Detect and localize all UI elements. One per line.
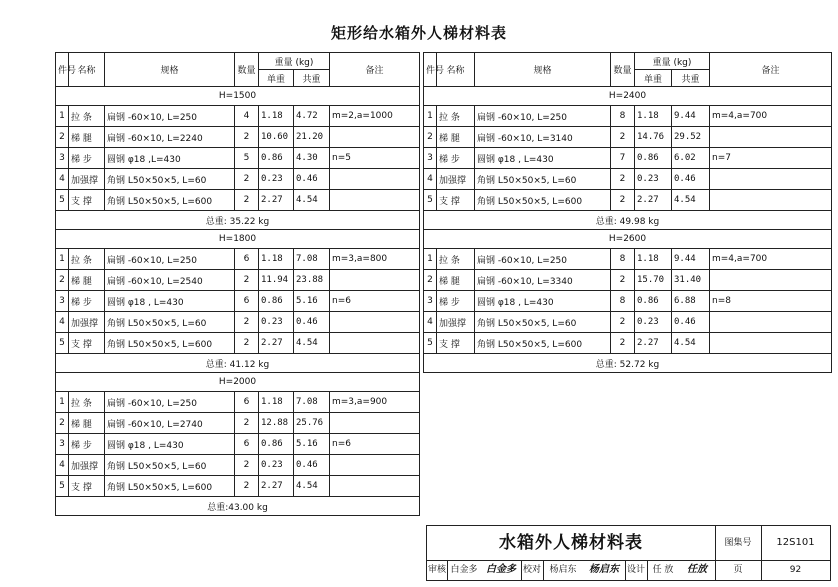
item-no: 3 (56, 434, 69, 455)
title-block (426, 525, 831, 581)
item-qty: 8 (611, 249, 635, 270)
item-spec: 扁钢 -60×10, L=250 (475, 249, 611, 270)
item-unit-weight: 0.86 (635, 148, 672, 169)
item-name: 支 撑 (437, 190, 475, 211)
item-unit-weight: 14.76 (635, 127, 672, 148)
table-row (424, 291, 832, 312)
table-row (56, 106, 420, 127)
item-remark: m=3,a=800 (330, 249, 420, 270)
item-qty: 2 (235, 455, 259, 476)
table-row (56, 148, 420, 169)
item-spec: 扁钢 -60×10, L=2540 (105, 270, 235, 291)
item-spec: 角钢 L50×50×5, L=600 (475, 333, 611, 354)
item-unit-weight: 0.86 (259, 148, 294, 169)
item-spec: 扁钢 -60×10, L=250 (105, 392, 235, 413)
header-spec: 规格 (475, 53, 611, 87)
header-name: 名称 (437, 53, 475, 87)
item-name: 拉 条 (437, 106, 475, 127)
item-remark (710, 270, 832, 291)
header-total-weight: 共重 (294, 70, 330, 87)
item-remark (330, 333, 420, 354)
item-total-weight: 4.30 (294, 148, 330, 169)
item-total-weight: 23.88 (294, 270, 330, 291)
item-name: 梯 腿 (69, 270, 105, 291)
item-no: 2 (56, 127, 69, 148)
table-row (56, 392, 420, 413)
table-row (56, 190, 420, 211)
item-total-weight: 25.76 (294, 413, 330, 434)
item-total-weight: 4.54 (294, 190, 330, 211)
item-remark (330, 270, 420, 291)
item-qty: 2 (235, 190, 259, 211)
item-unit-weight: 0.23 (635, 312, 672, 333)
item-qty: 2 (235, 127, 259, 148)
item-unit-weight: 0.86 (259, 434, 294, 455)
checker-signature: 杨启东 (583, 560, 626, 580)
item-qty: 2 (235, 169, 259, 190)
item-name: 支 撑 (69, 476, 105, 497)
item-qty: 2 (235, 312, 259, 333)
item-name: 拉 条 (69, 106, 105, 127)
item-name: 梯 腿 (69, 413, 105, 434)
item-name: 梯 步 (69, 148, 105, 169)
item-name: 支 撑 (69, 190, 105, 211)
header-remark: 备注 (710, 53, 832, 87)
header-row (56, 53, 420, 70)
item-spec: 扁钢 -60×10, L=3340 (475, 270, 611, 291)
item-total-weight: 0.46 (294, 312, 330, 333)
item-total-weight: 0.46 (294, 455, 330, 476)
item-spec: 扁钢 -60×10, L=250 (105, 249, 235, 270)
item-qty: 2 (611, 312, 635, 333)
item-unit-weight: 0.23 (259, 169, 294, 190)
item-name: 加强撑 (69, 455, 105, 476)
table-row (56, 333, 420, 354)
reviewer-name: 白金多 (450, 565, 478, 575)
item-total-weight: 6.88 (672, 291, 710, 312)
item-name: 梯 步 (437, 291, 475, 312)
item-total-weight: 31.40 (672, 270, 710, 291)
table-row (56, 127, 420, 148)
section-height: H=2400 (424, 87, 832, 106)
table-row (424, 148, 832, 169)
header-name: 名称 (69, 53, 105, 87)
item-name: 支 撑 (437, 333, 475, 354)
item-no: 3 (424, 291, 437, 312)
section-height: H=1800 (56, 230, 420, 249)
item-no: 5 (424, 190, 437, 211)
header-spec: 规格 (105, 53, 235, 87)
item-name: 梯 腿 (437, 127, 475, 148)
item-total-weight: 0.46 (294, 169, 330, 190)
item-spec: 扁钢 -60×10, L=2740 (105, 413, 235, 434)
item-no: 1 (424, 249, 437, 270)
item-no: 5 (56, 333, 69, 354)
header-weight: 重量 (kg) (635, 53, 710, 70)
item-remark: m=2,a=1000 (330, 106, 420, 127)
item-unit-weight: 2.27 (635, 190, 672, 211)
item-no: 2 (424, 270, 437, 291)
total-row (424, 354, 832, 373)
item-name: 梯 腿 (437, 270, 475, 291)
item-qty: 2 (611, 127, 635, 148)
check-label: 校对 (521, 560, 544, 580)
item-unit-weight: 1.18 (635, 249, 672, 270)
item-remark: m=4,a=700 (710, 249, 832, 270)
item-total-weight: 6.02 (672, 148, 710, 169)
header-weight: 重量 (kg) (259, 53, 330, 70)
section-row (424, 230, 832, 249)
item-remark: n=8 (710, 291, 832, 312)
item-unit-weight: 0.23 (259, 455, 294, 476)
item-total-weight: 7.08 (294, 249, 330, 270)
section-row (56, 87, 420, 106)
table-row (56, 434, 420, 455)
item-qty: 2 (235, 413, 259, 434)
item-no: 3 (424, 148, 437, 169)
item-remark (330, 312, 420, 333)
item-remark: m=3,a=900 (330, 392, 420, 413)
item-spec: 角钢 L50×50×5, L=600 (105, 190, 235, 211)
page-number: 92 (789, 565, 802, 575)
item-unit-weight: 0.86 (635, 291, 672, 312)
item-qty: 8 (611, 291, 635, 312)
item-qty: 6 (235, 434, 259, 455)
item-remark: n=6 (330, 291, 420, 312)
item-spec: 角钢 L50×50×5, L=600 (105, 476, 235, 497)
item-remark (330, 169, 420, 190)
item-qty: 6 (235, 291, 259, 312)
item-spec: 圆钢 φ18 , L=430 (105, 434, 235, 455)
section-row (424, 87, 832, 106)
item-total-weight: 21.20 (294, 127, 330, 148)
item-spec: 角钢 L50×50×5, L=60 (475, 312, 611, 333)
item-qty: 2 (611, 333, 635, 354)
table-row (424, 127, 832, 148)
item-qty: 2 (235, 270, 259, 291)
item-total-weight: 4.54 (672, 333, 710, 354)
item-no: 2 (56, 270, 69, 291)
item-unit-weight: 1.18 (259, 249, 294, 270)
item-unit-weight: 0.23 (635, 169, 672, 190)
item-unit-weight: 2.27 (259, 333, 294, 354)
table-row (424, 190, 832, 211)
item-qty: 2 (235, 333, 259, 354)
item-total-weight: 4.54 (294, 333, 330, 354)
sheet-title: 矩形给水箱外人梯材料表 (330, 24, 507, 42)
item-spec: 圆钢 φ18 , L=430 (475, 148, 611, 169)
item-total-weight: 5.16 (294, 434, 330, 455)
item-unit-weight: 1.18 (259, 392, 294, 413)
item-remark (330, 190, 420, 211)
section-total: 总重: 52.72 kg (424, 354, 832, 373)
table-row (56, 312, 420, 333)
item-name: 拉 条 (69, 392, 105, 413)
section-height: H=2600 (424, 230, 832, 249)
item-name: 加强撑 (69, 169, 105, 190)
item-unit-weight: 1.18 (635, 106, 672, 127)
item-name: 拉 条 (437, 249, 475, 270)
item-total-weight: 4.54 (672, 190, 710, 211)
item-remark (710, 190, 832, 211)
item-name: 梯 步 (437, 148, 475, 169)
designer-signature: 任放 (679, 560, 716, 580)
section-total: 总重:43.00 kg (56, 497, 420, 516)
item-no: 1 (56, 106, 69, 127)
header-qty: 数量 (611, 53, 635, 87)
table-row (424, 333, 832, 354)
item-qty: 6 (235, 392, 259, 413)
item-remark (330, 127, 420, 148)
table-row (56, 413, 420, 434)
item-remark: n=7 (710, 148, 832, 169)
item-remark (710, 333, 832, 354)
item-spec: 圆钢 φ18 , L=430 (475, 291, 611, 312)
item-qty: 6 (235, 249, 259, 270)
table-row (424, 249, 832, 270)
header-no: 件号 (56, 53, 69, 87)
reviewer-signature: 白金多 (481, 560, 522, 580)
signature-row (427, 560, 830, 580)
item-unit-weight: 12.88 (259, 413, 294, 434)
item-qty: 5 (235, 148, 259, 169)
item-no: 2 (424, 127, 437, 148)
item-no: 4 (424, 169, 437, 190)
item-unit-weight: 11.94 (259, 270, 294, 291)
item-no: 3 (56, 148, 69, 169)
item-spec: 角钢 L50×50×5, L=600 (475, 190, 611, 211)
item-total-weight: 0.46 (672, 169, 710, 190)
item-qty: 2 (611, 270, 635, 291)
header-remark: 备注 (330, 53, 420, 87)
item-qty: 2 (611, 169, 635, 190)
item-remark: m=4,a=700 (710, 106, 832, 127)
table-row (56, 455, 420, 476)
item-no: 4 (56, 455, 69, 476)
item-spec: 角钢 L50×50×5, L=60 (105, 312, 235, 333)
item-no: 5 (424, 333, 437, 354)
table-row (424, 312, 832, 333)
item-remark: n=5 (330, 148, 420, 169)
item-name: 拉 条 (69, 249, 105, 270)
item-total-weight: 9.44 (672, 106, 710, 127)
item-no: 2 (56, 413, 69, 434)
item-no: 4 (56, 169, 69, 190)
header-unit-weight: 单重 (259, 70, 294, 87)
item-no: 5 (56, 190, 69, 211)
item-remark (330, 476, 420, 497)
item-name: 加强撑 (69, 312, 105, 333)
item-no: 1 (56, 392, 69, 413)
item-unit-weight: 2.27 (635, 333, 672, 354)
drawing-title: 水箱外人梯材料表 (427, 526, 716, 561)
table-row (424, 270, 832, 291)
item-no: 4 (424, 312, 437, 333)
item-total-weight: 5.16 (294, 291, 330, 312)
table-row (56, 249, 420, 270)
item-unit-weight: 10.60 (259, 127, 294, 148)
item-name: 梯 步 (69, 291, 105, 312)
item-qty: 4 (235, 106, 259, 127)
item-qty: 2 (611, 190, 635, 211)
total-row (56, 211, 420, 230)
atlas-number: 12S101 (761, 526, 830, 561)
item-no: 1 (56, 249, 69, 270)
item-remark (710, 169, 832, 190)
design-label: 设计 (625, 560, 648, 580)
page-label: 页 (715, 560, 762, 580)
section-height: H=1500 (56, 87, 420, 106)
section-height: H=2000 (56, 373, 420, 392)
total-row (56, 354, 420, 373)
checker-name: 杨启东 (549, 565, 577, 575)
item-remark (330, 455, 420, 476)
item-name: 梯 步 (69, 434, 105, 455)
item-no: 1 (424, 106, 437, 127)
item-no: 5 (56, 476, 69, 497)
item-name: 加强撑 (437, 312, 475, 333)
item-name: 加强撑 (437, 169, 475, 190)
item-spec: 扁钢 -60×10, L=250 (475, 106, 611, 127)
item-remark (710, 127, 832, 148)
item-spec: 角钢 L50×50×5, L=600 (105, 333, 235, 354)
section-total: 总重: 35.22 kg (56, 211, 420, 230)
item-unit-weight: 2.27 (259, 476, 294, 497)
material-table-left (55, 52, 420, 516)
table-row (56, 476, 420, 497)
item-unit-weight: 0.23 (259, 312, 294, 333)
item-spec: 角钢 L50×50×5, L=60 (105, 455, 235, 476)
section-total: 总重: 41.12 kg (56, 354, 420, 373)
section-row (56, 373, 420, 392)
material-table-right (423, 52, 832, 373)
item-spec: 圆钢 φ18 ,L=430 (105, 148, 235, 169)
item-qty: 2 (235, 476, 259, 497)
item-remark (710, 312, 832, 333)
item-spec: 角钢 L50×50×5, L=60 (475, 169, 611, 190)
header-row (424, 53, 832, 70)
atlas-label: 图集号 (715, 526, 762, 561)
item-spec: 角钢 L50×50×5, L=60 (105, 169, 235, 190)
item-qty: 8 (611, 106, 635, 127)
item-spec: 扁钢 -60×10, L=250 (105, 106, 235, 127)
header-no: 件号 (424, 53, 437, 87)
item-total-weight: 29.52 (672, 127, 710, 148)
item-qty: 7 (611, 148, 635, 169)
table-row (424, 106, 832, 127)
total-row (424, 211, 832, 230)
item-name: 支 撑 (69, 333, 105, 354)
item-total-weight: 7.08 (294, 392, 330, 413)
item-spec: 扁钢 -60×10, L=3140 (475, 127, 611, 148)
item-no: 4 (56, 312, 69, 333)
table-row (56, 291, 420, 312)
header-unit-weight: 单重 (635, 70, 672, 87)
table-row (56, 169, 420, 190)
table-row (56, 270, 420, 291)
review-label: 审核 (427, 560, 448, 580)
table-row (424, 169, 832, 190)
item-remark: n=6 (330, 434, 420, 455)
item-remark (330, 413, 420, 434)
item-unit-weight: 2.27 (259, 190, 294, 211)
section-row (56, 230, 420, 249)
header-qty: 数量 (235, 53, 259, 87)
item-unit-weight: 0.86 (259, 291, 294, 312)
item-total-weight: 0.46 (672, 312, 710, 333)
designer-name: 任 放 (652, 565, 674, 575)
total-row (56, 497, 420, 516)
item-spec: 圆钢 φ18 , L=430 (105, 291, 235, 312)
item-total-weight: 9.44 (672, 249, 710, 270)
item-no: 3 (56, 291, 69, 312)
item-spec: 扁钢 -60×10, L=2240 (105, 127, 235, 148)
item-unit-weight: 15.70 (635, 270, 672, 291)
item-name: 梯 腿 (69, 127, 105, 148)
header-total-weight: 共重 (672, 70, 710, 87)
section-total: 总重: 49.98 kg (424, 211, 832, 230)
item-unit-weight: 1.18 (259, 106, 294, 127)
item-total-weight: 4.54 (294, 476, 330, 497)
item-total-weight: 4.72 (294, 106, 330, 127)
